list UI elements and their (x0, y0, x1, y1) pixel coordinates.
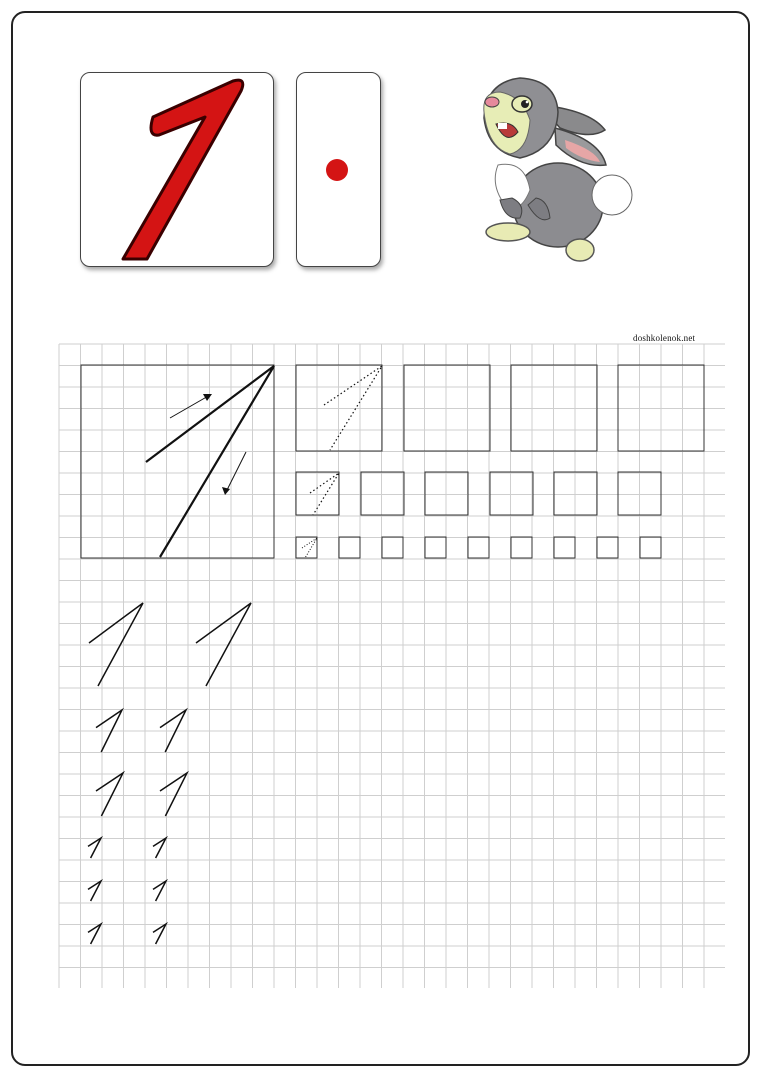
practice-box (361, 472, 404, 515)
sample-digit-one (153, 924, 166, 944)
practice-box (511, 537, 532, 558)
sample-digit-one (88, 838, 101, 858)
grid-lines (59, 344, 725, 988)
practice-box (468, 537, 489, 558)
sample-digit-one (88, 924, 101, 944)
practice-box (597, 537, 618, 558)
sample-digit-one (160, 773, 187, 816)
practice-box (425, 537, 446, 558)
practice-box (382, 537, 403, 558)
practice-boxes (81, 365, 704, 558)
practice-box (490, 472, 533, 515)
arrow-head-1 (203, 394, 212, 401)
watermark-text: doshkolenok.net (633, 333, 696, 343)
sample-digit-one (153, 838, 166, 858)
direction-arrow-2 (226, 452, 246, 492)
direction-arrow-1 (170, 395, 210, 418)
dotted-digit-one (302, 538, 317, 558)
digit-strokes (88, 366, 382, 944)
arrow-head-2 (222, 487, 230, 495)
sample-digit-one (88, 881, 101, 901)
sample-digit-one (153, 881, 166, 901)
sample-digit-one (96, 773, 123, 816)
practice-box (640, 537, 661, 558)
practice-box (339, 537, 360, 558)
practice-box (554, 537, 575, 558)
